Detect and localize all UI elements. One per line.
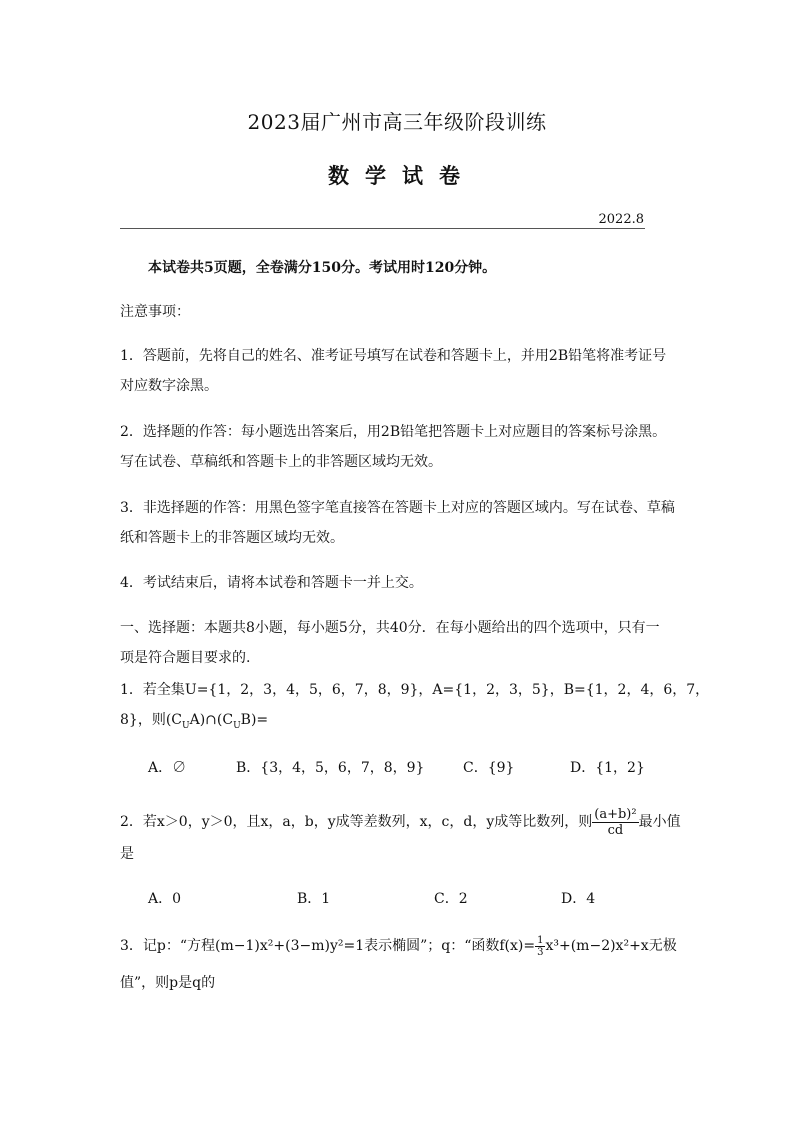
notes-heading: 注意事项：	[120, 304, 190, 320]
q2-option-a: A．0	[148, 891, 182, 907]
exam-title: 2023届广州市高三年级阶段训练	[247, 110, 547, 134]
q2-fraction	[592, 807, 638, 838]
q2-stem-line-1	[120, 800, 681, 844]
q3-fraction-den: 3	[537, 946, 544, 958]
note-1-line-2: 对应数字涂黑。	[120, 378, 218, 394]
note-4: 4．考试结束后，请将本试卷和答题卡一并上交。	[120, 575, 423, 591]
note-3-line-2: 纸和答题卡上的非答题区域均无效。	[120, 530, 344, 546]
q1-stem-part-1: 8}，则(C	[120, 712, 182, 728]
q2-option-c: C．2	[434, 891, 468, 907]
q1-stem-line-2	[120, 710, 268, 736]
q1-stem-part-2: A)∩(C	[189, 712, 234, 728]
note-2-line-1: 2．选择题的作答：每小题选出答案后，用2B铅笔把答题卡上对应题目的答案标号涂黑。	[120, 424, 667, 440]
exam-intro: 本试卷共5页题，全卷满分150分。考试用时120分钟。	[148, 260, 497, 276]
q3-fraction-num: 1	[537, 934, 544, 946]
q2-stem-line-2: 是	[120, 846, 134, 862]
q2-stem-before: 2．若x＞0，y＞0，且x，a，b，y成等差数列，x，c，d，y成等比数列，则	[120, 814, 593, 830]
q1-stem-line-1: 1．若全集U={1，2，3，4，5，6，7，8，9}，A={1，2，3，5}，B={1，2，4，6，7，	[120, 682, 710, 698]
q3-stem-line-2: 值”，则p是q的	[120, 975, 216, 991]
q2-option-b: B．1	[297, 891, 331, 907]
header-divider	[120, 228, 645, 229]
exam-subject: 数学试卷	[328, 163, 476, 188]
note-2-line-2: 写在试卷、草稿纸和答题卡上的非答题区域均无效。	[120, 454, 442, 470]
q2-fraction-den: cd	[607, 822, 624, 838]
q1-option-d: D．{1，2}	[570, 760, 645, 776]
q2-fraction-num: (a+b)²	[594, 806, 637, 822]
exam-date: 2022.8	[598, 212, 644, 227]
q2-option-d: D．4	[561, 891, 596, 907]
q1-sub-u-2: U	[233, 720, 241, 731]
note-1-line-1: 1．答题前，先将自己的姓名、准考证号填写在试卷和答题卡上，并用2B铅笔将准考证号	[120, 348, 667, 364]
q1-option-b: B．{3，4，5，6，7，8，9}	[236, 760, 425, 776]
q3-fraction	[535, 935, 545, 958]
section-1-heading-line-2: 项是符合题目要求的.	[120, 650, 251, 666]
q3-stem-after: x³+(m−2)x²+x无极	[545, 938, 677, 954]
q3-stem-before: 3．记p：“方程(m−1)x²+(3−m)y²=1表示椭圆”；q：“函数f(x)=	[120, 938, 536, 954]
q1-option-c: C．{9}	[463, 760, 515, 776]
q3-stem-line-1	[120, 926, 677, 966]
q1-stem-part-3: B)=	[240, 712, 269, 728]
note-3-line-1: 3．非选择题的作答：用黑色签字笔直接答在答题卡上对应的答题区域内。写在试卷、草稿	[120, 500, 675, 516]
section-1-heading-line-1: 一、选择题：本题共8小题，每小题5分，共40分．在每小题给出的四个选项中，只有一	[120, 620, 660, 636]
q1-sub-u-1: U	[182, 720, 190, 731]
q2-stem-after: 最小值	[638, 814, 681, 830]
q1-option-a: A．∅	[148, 760, 187, 776]
